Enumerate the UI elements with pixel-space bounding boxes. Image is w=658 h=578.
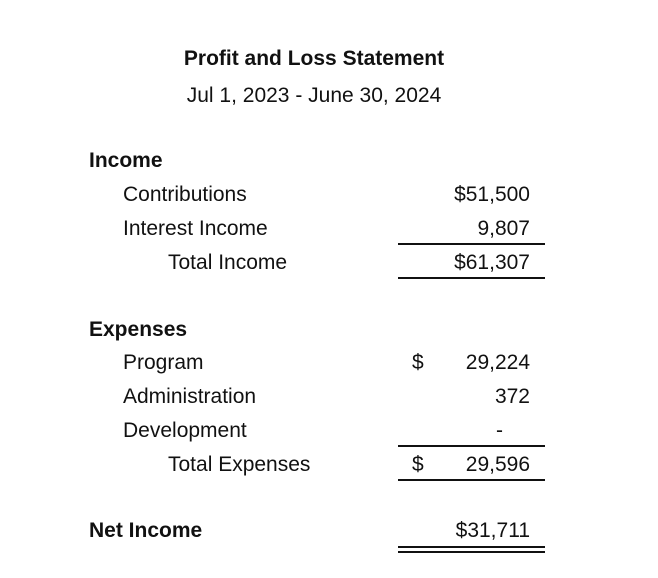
development-label: Development <box>123 419 247 442</box>
administration-amount: 372 <box>494 385 530 408</box>
program-label: Program <box>123 351 204 374</box>
statement-title: Profit and Loss Statement <box>183 47 445 70</box>
expenses-subtotal-rule <box>398 445 545 447</box>
total-income-label: Total Income <box>168 251 288 274</box>
interest-income-label: Interest Income <box>123 217 268 240</box>
income-subtotal-rule <box>398 243 545 245</box>
program-currency: $ <box>412 351 424 374</box>
program-amount: 29,224 <box>465 351 530 374</box>
total-expenses-currency: $ <box>412 453 424 476</box>
contributions-label: Contributions <box>123 183 247 206</box>
administration-label: Administration <box>123 385 257 408</box>
total-expenses-label: Total Expenses <box>168 453 311 476</box>
statement-period: Jul 1, 2023 - June 30, 2024 <box>186 84 442 107</box>
net-income-amount: $31,711 <box>455 519 530 542</box>
total-expenses-rule <box>398 479 545 481</box>
income-heading: Income <box>89 149 163 172</box>
interest-income-amount: 9,807 <box>477 217 530 240</box>
net-income-double-rule-top <box>398 546 545 548</box>
net-income-double-rule-bottom <box>398 551 545 553</box>
development-amount: - <box>496 419 503 442</box>
total-income-rule <box>398 277 545 279</box>
expenses-heading: Expenses <box>89 318 188 341</box>
total-expenses-amount: 29,596 <box>465 453 530 476</box>
contributions-amount: $51,500 <box>454 183 530 206</box>
net-income-label: Net Income <box>89 519 203 542</box>
total-income-amount: $61,307 <box>454 251 530 274</box>
